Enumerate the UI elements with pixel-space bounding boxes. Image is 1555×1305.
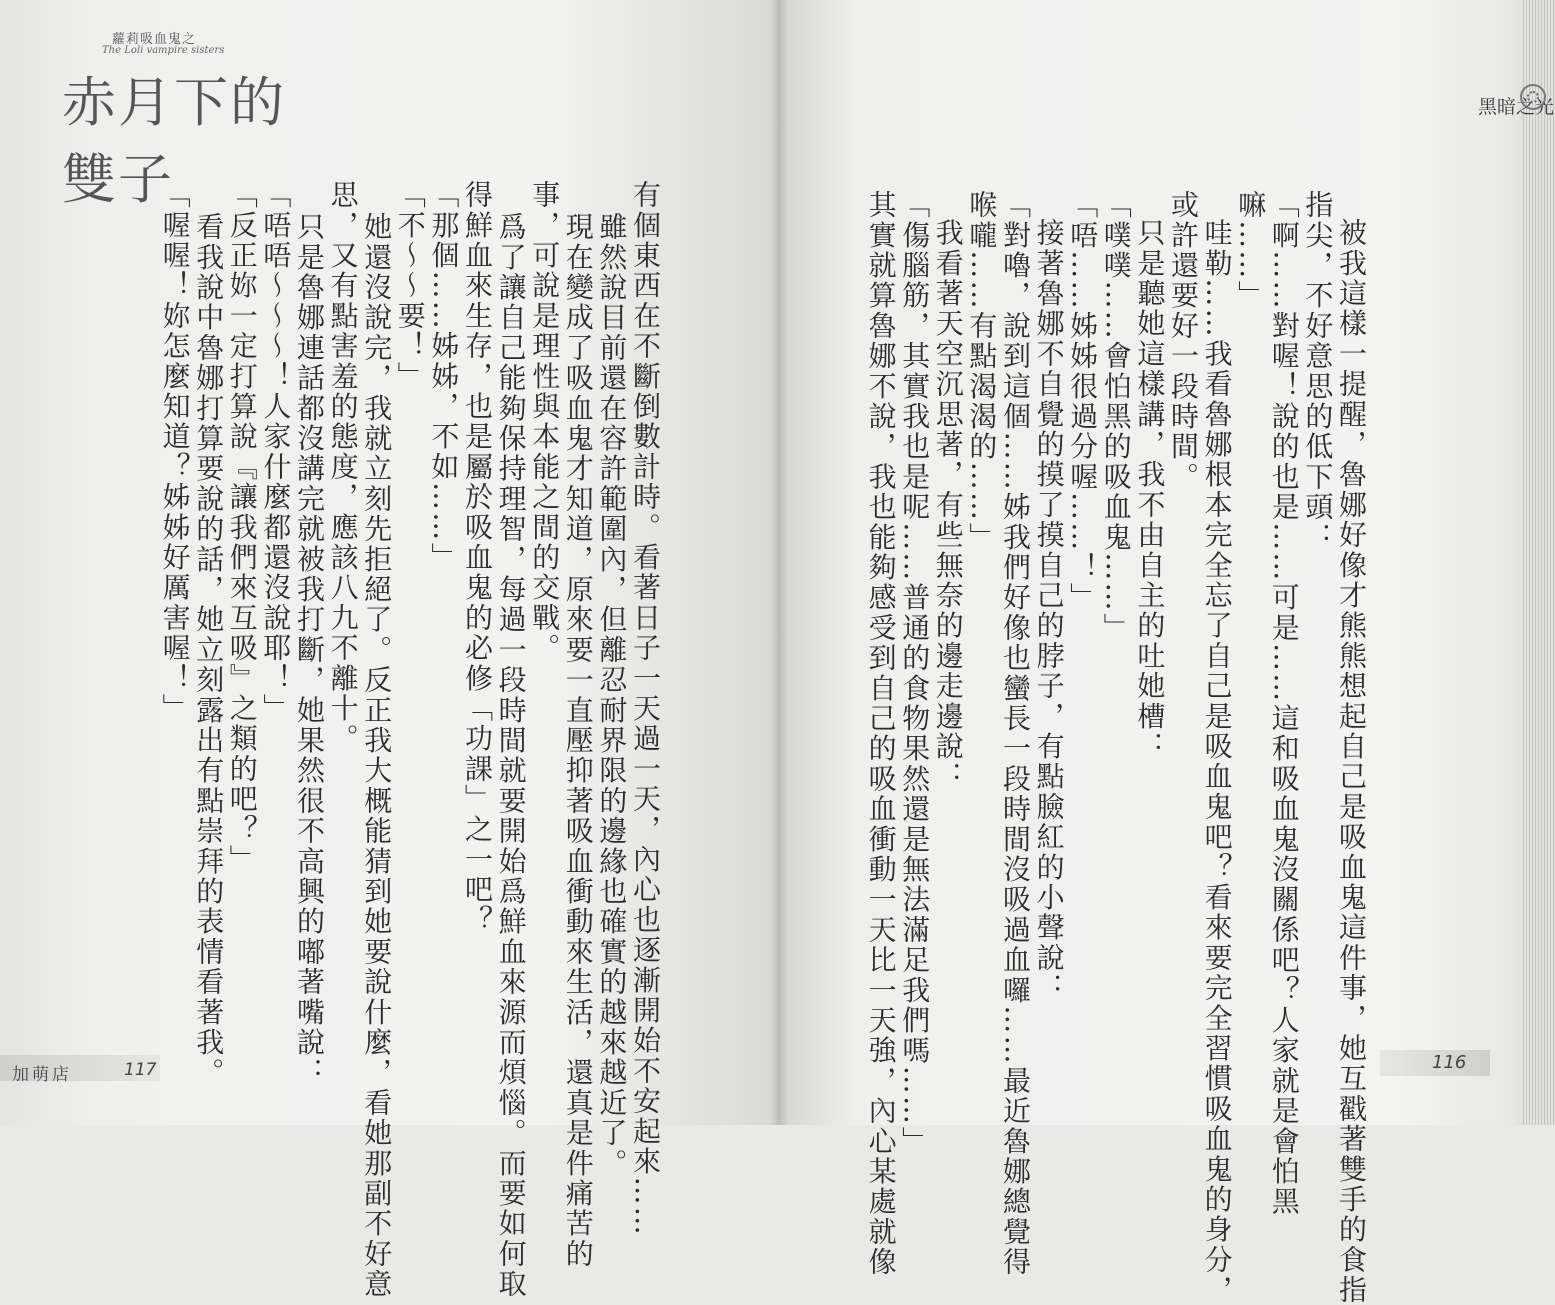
text-column: 有個東西在不斷倒數計時。看著日子一天過一天，內心也逐漸開始不安起來…… [629, 180, 662, 1237]
chapter-title: 黑暗之光 [1478, 96, 1555, 118]
text-column: 接著魯娜不自覺的摸了摸自己的脖子，有點臉紅的小聲說： [1032, 218, 1066, 1004]
text-column: 「噗噗……會怕黑的吸血鬼……」 [1099, 190, 1133, 643]
text-column: 被我這樣一提醒，魯娜好像才熊熊想起自己是吸血鬼這件事，她互戳著雙手的食指 [1335, 218, 1368, 1305]
logo-subtitle-en: The Loli vampire sisters [102, 45, 225, 56]
publisher-label: 加萌店 [12, 1065, 72, 1085]
text-column: 我看著天空沉思著，有些無奈的邊走邊說： [931, 218, 965, 792]
text-column: 「傷腦筋，其實我也是呢……普通的食物果然還是無法滿足我們嗎……」 [898, 190, 932, 1157]
right-page-number: 116 [1432, 1052, 1467, 1073]
text-column: 「唔……姊姊很過分喔……！」 [1066, 190, 1100, 613]
book-logo [62, 28, 332, 211]
text-column: 指尖，不好意思的低下頭： [1301, 190, 1335, 553]
text-column: 得鮮血來生存，也是屬於吸血鬼的必修「功課」之一吧？ [461, 180, 494, 935]
text-column: 喉嚨……有點渴渴的……」 [965, 190, 999, 553]
text-column: 「喔喔！妳怎麼知道？姊姊好厲害喔！」 [158, 180, 192, 724]
text-column: 「反正妳一定打算說『讓我們來互吸』之類的吧？」 [225, 180, 259, 875]
text-column: 或許還要好一段時間。 [1167, 190, 1200, 492]
logo-title: 赤月下的雙子 [62, 71, 286, 211]
text-column: 「啊……對喔！說的也是……可是……這和吸血鬼沒關係吧？人家就是會怕黑 [1267, 190, 1301, 1217]
chapter-emblem-icon [1520, 84, 1546, 110]
text-column: 她還沒說完，我就立刻先拒絕了。反正我大概能猜到她要說什麼，看她那副不好意 [360, 212, 394, 1300]
text-column: 事，可說是理性與本能之間的交戰。 [528, 180, 562, 664]
logo-subtitle: 蘿莉吸血鬼之 [112, 32, 197, 47]
text-column: 「那個……姊姊，不如……」 [427, 180, 461, 573]
text-column: 哇勒……我看魯娜根本完全忘了自己是吸血鬼吧？看來要完全習慣吸血鬼的身分， [1200, 218, 1234, 1305]
left-page-number: 117 [124, 1060, 157, 1080]
text-column: 思，又有點害羞的態度，應該八九不離十。 [326, 180, 360, 754]
text-column: 「對嚕，說到這個……姊我們好像也蠻長一段時間沒吸過血囉……最近魯娜總覺得 [999, 190, 1032, 1278]
book-gutter [770, 0, 788, 1125]
text-column: 嘛……」 [1234, 190, 1268, 311]
text-column: 「不～～要！」 [393, 180, 427, 392]
text-column: 「唔唔～～～！人家什麼都還沒說耶！」 [259, 180, 293, 724]
text-column: 雖然說目前還在容許範圍內，但離忍耐界限的邊緣也確實的越來越近了。 [595, 212, 629, 1179]
text-column: 只是魯娜連話都沒講完就被我打斷，她果然很不高興的嘟著嘴說： [293, 212, 326, 1088]
text-column: 爲了讓自己能夠保持理智，每過一段時間就要開始爲鮮血來源而煩惱。而要如何取 [494, 212, 528, 1300]
text-column: 看我說中魯娜打算要說的話，她立刻露出有點崇拜的表情看著我。 [192, 212, 226, 1088]
text-column: 只是聽她這樣講，我不由自主的吐她槽： [1133, 218, 1167, 762]
text-column: 其實就算魯娜不說，我也能夠感受到自己的吸血衝動一天比一天強，內心某處就像 [864, 190, 898, 1278]
page-edges [1523, 0, 1555, 1125]
text-column: 現在變成了吸血鬼才知道，原來要一直壓抑著吸血衝動來生活，還真是件痛苦的 [561, 212, 595, 1269]
